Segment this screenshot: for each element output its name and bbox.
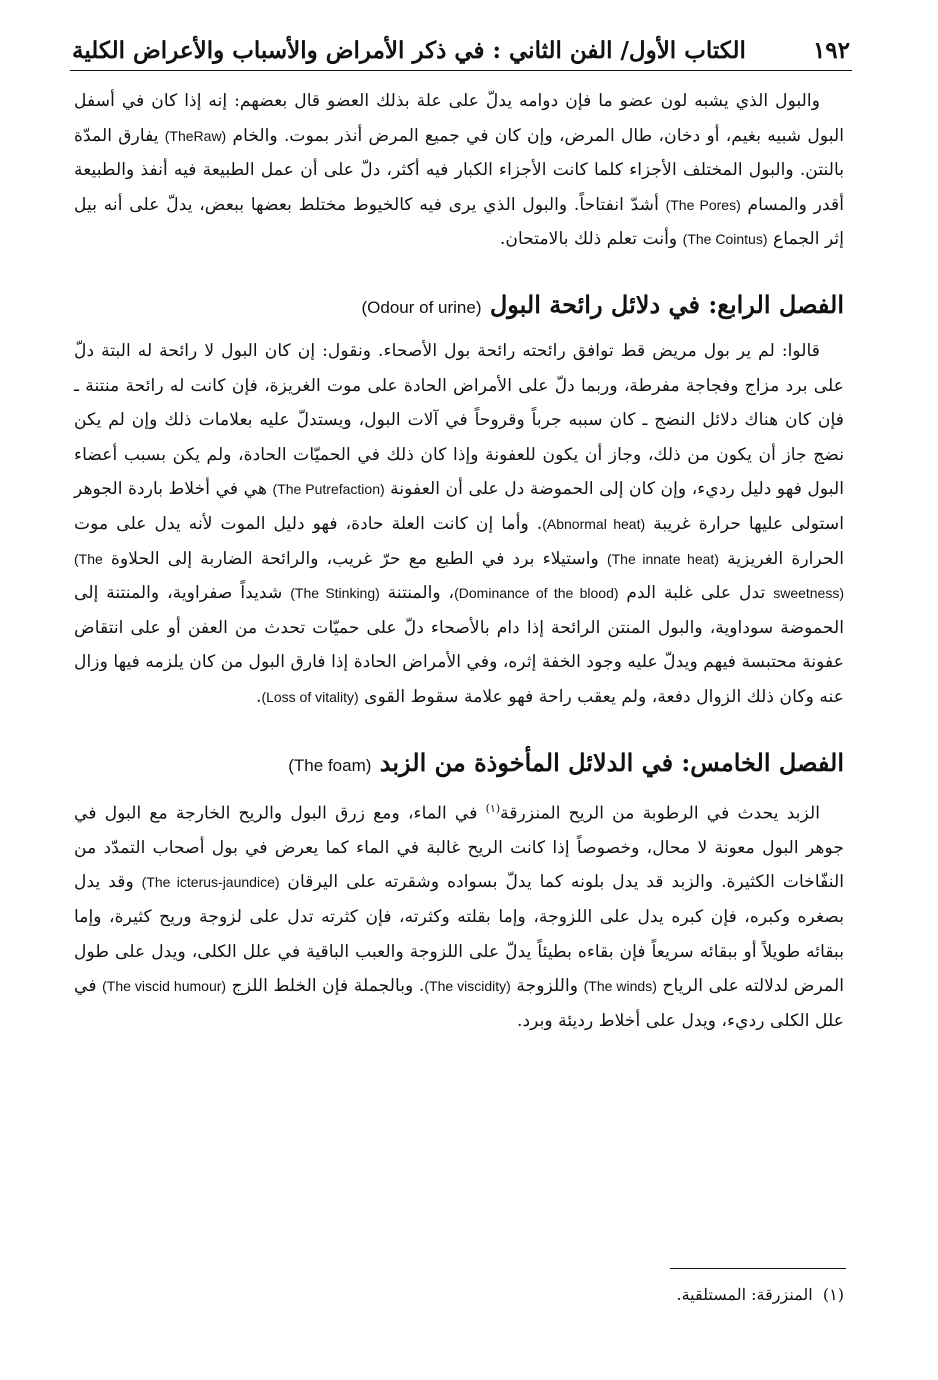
section-4-paragraph: قالوا: لم ير بول مريض قط توافق رائحته رائحة بول الأصحاء. ونقول: إن كان البول لا رائحة له البتة دلّ على برد مزاج وفجاجة مفرطة، وربما دلّ على الأمراض الحادة على موت الغريزة، فإن كانت له رائحة منتنة ـ فإن كان هناك دلائل النضج ـ كان سببه جرباً وقروحاً في آلات البول، ويستدلّ عليه بعلامات ذلك وإن لم يكن نضج جاز أن يكون من ذلك، وجاز أن يكون للعفونة وإذا كان ذلك في الحميّات الحادة، ولم يكن بسبب أعضاء البول فهو دليل رديء، وإن كان إلى الحموضة دل على أن العفونة (The Putrefaction) هي في أخلاط باردة الجوهر استولى عليها حرارة غريبة (Abnormal heat). وأما إن كانت العلة حادة، فهو دليل الموت لأنه يدل على موت الحرارة الغريزية (The innate heat) واستيلاء برد في الطبع مع حرّ غريب، والرائحة الضاربة إلى الحلاوة (The sweetness) تدل على غلبة الدم (Dominance of the blood)، والمنتنة (The Stinking) شديداً صفراوية، والمنتنة إلى الحموضة سوداوية، والبول المنتن الرائحة إذا دام بالأصحاء دلّ على حميّات تحدث من العفن أو على انتقاض عفونة محتبسة فيهم ويدلّ عليه وجود الخفة إثره، وفي الأمراض الحادة إذا فارق البول من كان يلزمه فيها وزال عنه وكان ذلك الزوال دفعة، ولم يعقب راحة فهو علامة سقوط القوى (Loss of vitality). xyxy=(74,340,845,707)
footnote-text: المنزرقة: المستلقية. xyxy=(676,1285,813,1304)
footnote-reference[interactable]: (١) xyxy=(485,801,501,815)
section-5-paragraph: الزبد يحدث في الرطوبة من الريح المنزرقة$^{(١)}$ في الماء، ومع زرق البول والريح الخارجة مع البول في جوهر البول معونة لا محال، وخصوصاً إذا كانت الريح غالبة في الماء كما يعرض في بول أصحاب التمدّد من النفّاخات الكثيرة. والزبد قد يدل بلونه كما يدلّ بسواده وشقرته على اليرقان (The icterus-jaundice) وقد يدل بصغره وكبره، فإن كبره يدل على اللزوجة، وإما بقلته وكثرته، فإن كثرته تدل على لزوجة وريح كثيرة، وإما ببقائه طويلاً أو ببقائه سريعاً فإن بقاءه بطيئاً يدلّ على اللزوجة والعبب الباقية في علل الكلى، ويدل على طول المرض لدلالته على الرياح (The winds) واللزوجة (The viscidity). وبالجملة فإن الخلط اللزج (The viscid humour) في علل الكلى رديء، ويدل على أخلاط رديئة وبرد. xyxy=(74,801,844,1031)
running-header xyxy=(72,28,850,68)
section-5-heading: الفصل الخامس: في الدلائل المأخوذة من الزبد (The foam) xyxy=(288,747,844,777)
running-title: الكتاب الأول/ الفن الثاني : في ذكر الأمراض والأسباب والأعراض الكلية xyxy=(72,37,746,64)
header-rule xyxy=(70,70,852,71)
intro-paragraph: والبول الذي يشبه لون عضو ما فإن دوامه يدلّ على علة بذلك العضو قال بعضهم: إنه إذا كان في أسفل البول شبيه بغيم، أو دخان، طال المرض، وإن كان في جميع المرض أنذر بموت. والخام (TheRaw) يفارق المدّة بالنتن. والبول المختلف الأجزاء كلما كانت الأجزاء الكبار فيه أكثر، دلّ على أن عمل الطبيعة فيه أنفذ والطبيعة أقدر والمسام (The Pores) أشدّ انفتاحاً. والبول الذي يرى فيه كالخيوط مختلط بعضها ببعض، يدلّ على أنه بيل إثر الجماع (The Cointus) وأنت تعلم ذلك بالامتحان. xyxy=(74,91,844,250)
footnote-rule xyxy=(670,1268,846,1269)
body-text xyxy=(74,84,844,1038)
footnote xyxy=(74,1282,844,1308)
footnote-marker: (١) xyxy=(822,1285,844,1304)
page-number: ١٩٢ xyxy=(812,37,850,64)
section-4-heading: الفصل الرابع: في دلائل رائحة البول (Odour of urine) xyxy=(361,289,844,319)
